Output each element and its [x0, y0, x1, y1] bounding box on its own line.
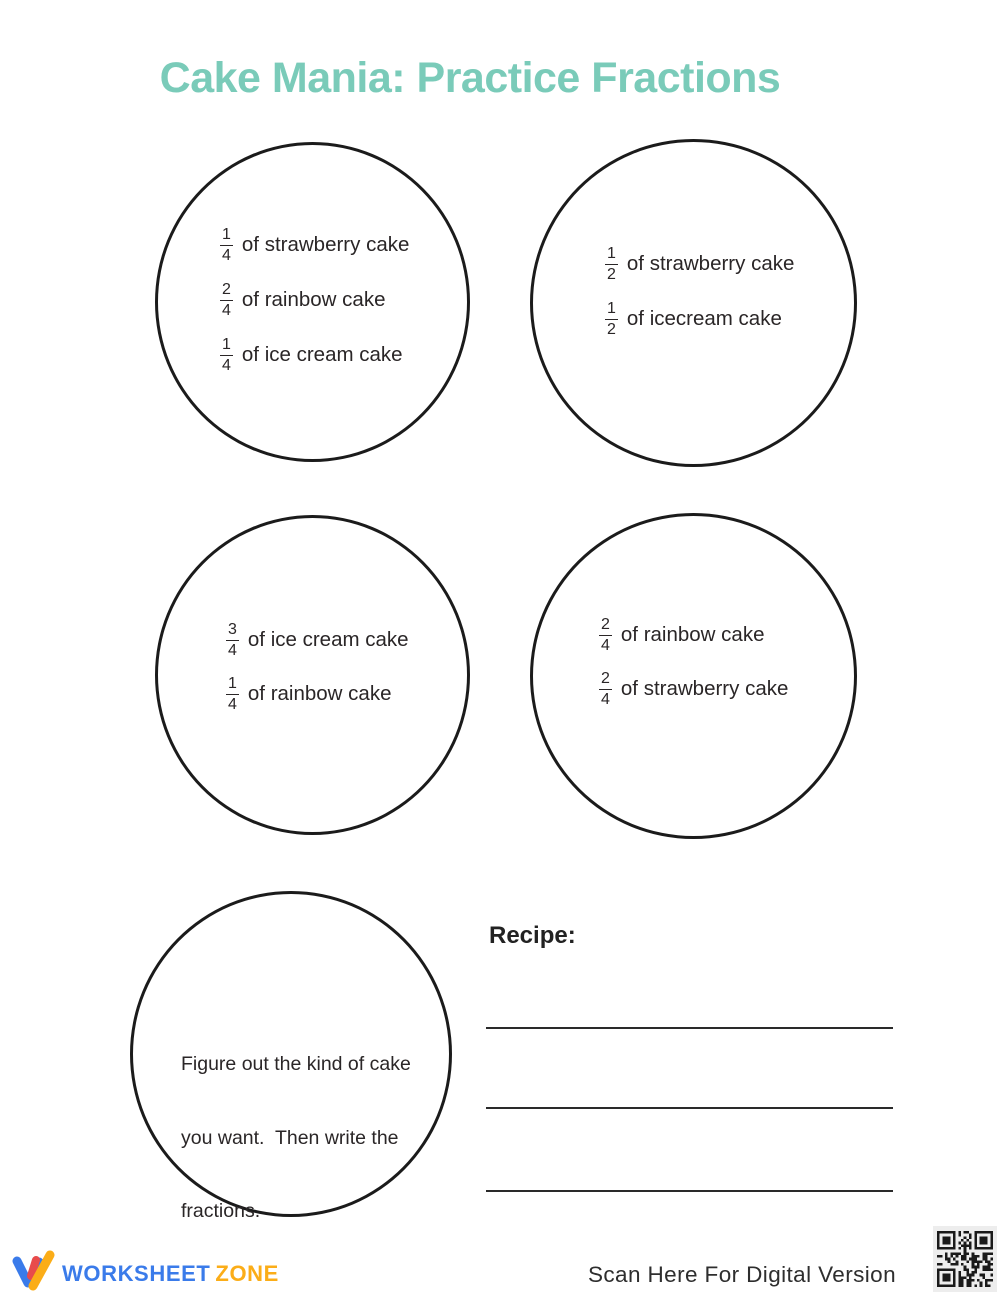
instruction-line: you want. Then write the	[181, 1126, 399, 1149]
fraction-item	[605, 243, 794, 285]
fraction-numerator: 1	[220, 336, 233, 355]
fraction-item	[599, 668, 788, 710]
fraction-denominator: 4	[228, 641, 237, 659]
fraction-numerator: 2	[220, 281, 233, 300]
fraction-numerator: 1	[226, 675, 239, 694]
fraction-denominator: 2	[607, 265, 616, 283]
fraction-label: of rainbow cake	[247, 682, 392, 705]
instruction-circle	[130, 891, 452, 1222]
fraction-numerator: 1	[220, 226, 233, 245]
fraction-label: of strawberry cake	[241, 233, 410, 256]
fraction-list	[226, 619, 409, 715]
fraction	[220, 226, 233, 264]
worksheetzone-logo-text	[62, 1261, 279, 1287]
fraction	[599, 616, 612, 654]
logo-text-worksheet: WORKSHEET	[62, 1261, 211, 1286]
fraction-denominator: 4	[222, 356, 231, 374]
fraction-numerator: 2	[599, 616, 612, 635]
recipe-heading: Recipe:	[489, 922, 576, 949]
page-title: Cake Mania: Practice Fractions	[159, 54, 781, 102]
fraction-item	[220, 334, 409, 376]
fraction	[226, 621, 239, 659]
recipe-blank-line	[486, 1107, 893, 1109]
fraction-label: of icecream cake	[626, 307, 782, 330]
logo-text-zone: ZONE	[215, 1261, 279, 1286]
instruction-text	[181, 1003, 411, 1273]
fraction-denominator: 4	[601, 636, 610, 654]
fraction-label: of strawberry cake	[620, 677, 789, 700]
instruction-line: Figure out the kind of cake	[181, 1053, 411, 1075]
recipe-blank-line	[486, 1190, 893, 1192]
recipe-blank-line	[486, 1027, 893, 1029]
fraction	[605, 245, 618, 283]
fraction-denominator: 4	[222, 301, 231, 319]
fraction-item	[220, 224, 409, 266]
fraction-numerator: 3	[226, 621, 239, 640]
fraction-label: of ice cream cake	[241, 343, 403, 366]
fraction-circle-3	[155, 515, 470, 835]
fraction	[220, 336, 233, 374]
fraction-label: of ice cream cake	[247, 628, 409, 651]
fraction-label: of strawberry cake	[626, 252, 795, 275]
fraction-label: of rainbow cake	[241, 288, 386, 311]
fraction-label: of rainbow cake	[620, 623, 765, 646]
fraction-list	[220, 224, 409, 376]
fraction-item	[605, 298, 794, 340]
fraction-numerator: 1	[605, 300, 618, 319]
fraction-list	[605, 243, 794, 340]
fraction-circle-1	[155, 142, 470, 462]
instruction-line: fractions.	[181, 1200, 261, 1222]
fraction-circle-4	[530, 513, 857, 839]
qr-code	[933, 1226, 997, 1292]
fraction-denominator: 2	[607, 320, 616, 338]
fraction	[226, 675, 239, 713]
scan-here-label: Scan Here For Digital Version	[588, 1262, 896, 1287]
fraction-denominator: 4	[601, 690, 610, 708]
fraction-circle-2	[530, 139, 857, 467]
fraction	[220, 281, 233, 319]
fraction-item	[599, 614, 788, 656]
fraction-denominator: 4	[228, 695, 237, 713]
fraction-item	[226, 673, 409, 715]
fraction-numerator: 2	[599, 670, 612, 689]
fraction-item	[220, 279, 409, 321]
worksheetzone-logo-icon	[12, 1250, 60, 1292]
fraction	[605, 300, 618, 338]
fraction-denominator: 4	[222, 246, 231, 264]
fraction-item	[226, 619, 409, 661]
fraction	[599, 670, 612, 708]
fraction-list	[599, 614, 788, 710]
fraction-numerator: 1	[605, 245, 618, 264]
